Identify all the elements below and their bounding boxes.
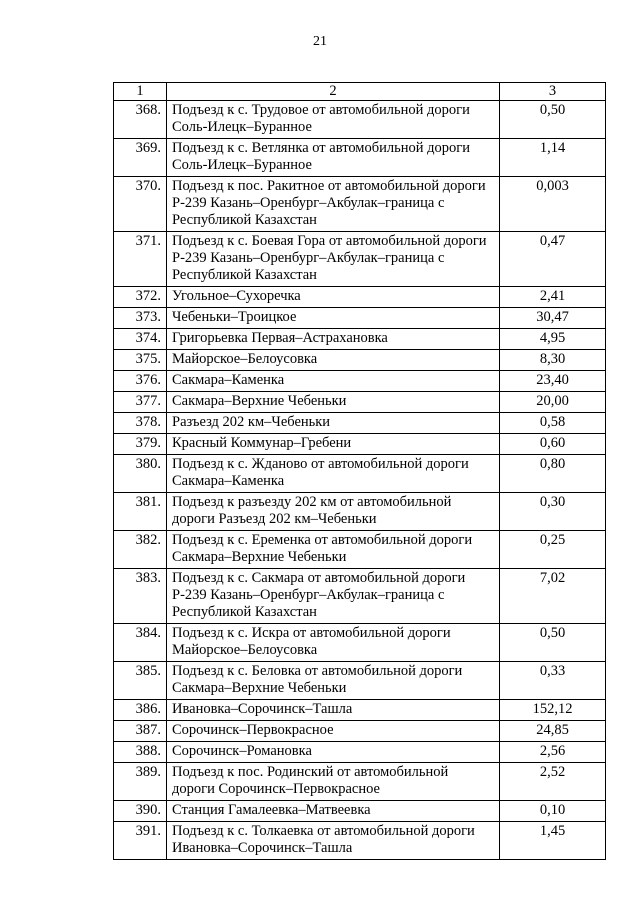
road-length: 1,14 [500, 139, 606, 177]
header-col-2: 2 [167, 83, 500, 101]
road-length: 0,33 [500, 662, 606, 700]
row-number: 368. [114, 101, 167, 139]
road-name: Чебеньки–Троицкое [167, 308, 500, 329]
row-number: 391. [114, 822, 167, 860]
road-name: Подъезд к с. Трудовое от автомобильной дороги Соль-Илецк–Буранное [167, 101, 500, 139]
table-row [114, 742, 606, 763]
road-name: Подъезд к с. Искра от автомобильной дороги Майорское–Белоусовка [167, 624, 500, 662]
table-row [114, 177, 606, 232]
road-name: Сакмара–Верхние Чебеньки [167, 392, 500, 413]
row-number: 381. [114, 493, 167, 531]
row-number: 373. [114, 308, 167, 329]
road-name: Подъезд к с. Беловка от автомобильной дороги Сакмара–Верхние Чебеньки [167, 662, 500, 700]
road-length: 30,47 [500, 308, 606, 329]
table-row [114, 721, 606, 742]
row-number: 374. [114, 329, 167, 350]
table-row [114, 624, 606, 662]
row-number: 386. [114, 700, 167, 721]
road-name: Подъезд к с. Еременка от автомобильной дороги Сакмара–Верхние Чебеньки [167, 531, 500, 569]
table-row [114, 287, 606, 308]
road-length: 0,80 [500, 455, 606, 493]
road-length: 20,00 [500, 392, 606, 413]
road-length: 7,02 [500, 569, 606, 624]
table-row [114, 493, 606, 531]
road-name: Подъезд к с. Боевая Гора от автомобильной дороги Р-239 Казань–Оренбург–Акбулак–граница с Республикой Казахстан [167, 232, 500, 287]
road-name: Подъезд к с. Сакмара от автомобильной дороги Р-239 Казань–Оренбург–Акбулак–граница с Республикой Казахстан [167, 569, 500, 624]
road-length: 0,47 [500, 232, 606, 287]
table-row [114, 101, 606, 139]
table-header-row [114, 83, 606, 101]
table-row [114, 700, 606, 721]
header-col-1: 1 [114, 83, 167, 101]
road-length: 0,25 [500, 531, 606, 569]
row-number: 382. [114, 531, 167, 569]
row-number: 372. [114, 287, 167, 308]
table-row [114, 371, 606, 392]
road-length: 2,52 [500, 763, 606, 801]
road-length: 0,003 [500, 177, 606, 232]
road-name: Григорьевка Первая–Астрахановка [167, 329, 500, 350]
road-name: Подъезд к с. Жданово от автомобильной дороги Сакмара–Каменка [167, 455, 500, 493]
table-row [114, 329, 606, 350]
row-number: 371. [114, 232, 167, 287]
table-row [114, 569, 606, 624]
road-length: 2,56 [500, 742, 606, 763]
road-name: Майорское–Белоусовка [167, 350, 500, 371]
row-number: 389. [114, 763, 167, 801]
road-length: 4,95 [500, 329, 606, 350]
road-name: Сакмара–Каменка [167, 371, 500, 392]
row-number: 375. [114, 350, 167, 371]
road-name: Ивановка–Сорочинск–Ташла [167, 700, 500, 721]
road-length: 23,40 [500, 371, 606, 392]
table-row [114, 392, 606, 413]
road-name: Сорочинск–Романовка [167, 742, 500, 763]
road-length: 152,12 [500, 700, 606, 721]
roads-table-body [114, 83, 606, 860]
header-col-3: 3 [500, 83, 606, 101]
row-number: 390. [114, 801, 167, 822]
table-row [114, 455, 606, 493]
row-number: 388. [114, 742, 167, 763]
road-length: 0,58 [500, 413, 606, 434]
table-row [114, 139, 606, 177]
row-number: 369. [114, 139, 167, 177]
row-number: 376. [114, 371, 167, 392]
road-length: 0,60 [500, 434, 606, 455]
road-length: 8,30 [500, 350, 606, 371]
table-row [114, 350, 606, 371]
table-row [114, 763, 606, 801]
road-length: 0,50 [500, 101, 606, 139]
road-name: Подъезд к пос. Ракитное от автомобильной дороги Р-239 Казань–Оренбург–Акбулак–граница с Республикой Казахстан [167, 177, 500, 232]
row-number: 370. [114, 177, 167, 232]
row-number: 380. [114, 455, 167, 493]
road-name: Станция Гамалеевка–Матвеевка [167, 801, 500, 822]
road-length: 0,50 [500, 624, 606, 662]
row-number: 379. [114, 434, 167, 455]
road-name: Подъезд к с. Ветлянка от автомобильной дороги Соль-Илецк–Буранное [167, 139, 500, 177]
row-number: 385. [114, 662, 167, 700]
table-row [114, 308, 606, 329]
table-row [114, 531, 606, 569]
road-length: 2,41 [500, 287, 606, 308]
table-row [114, 801, 606, 822]
road-name: Подъезд к разъезду 202 км от автомобильной дороги Разъезд 202 км–Чебеньки [167, 493, 500, 531]
road-name: Подъезд к с. Толкаевка от автомобильной дороги Ивановка–Сорочинск–Ташла [167, 822, 500, 860]
row-number: 383. [114, 569, 167, 624]
road-length: 0,30 [500, 493, 606, 531]
road-name: Красный Коммунар–Гребени [167, 434, 500, 455]
road-length: 0,10 [500, 801, 606, 822]
row-number: 387. [114, 721, 167, 742]
road-length: 24,85 [500, 721, 606, 742]
road-name: Подъезд к пос. Родинский от автомобильной дороги Сорочинск–Первокрасное [167, 763, 500, 801]
table-row [114, 662, 606, 700]
row-number: 378. [114, 413, 167, 434]
table-row [114, 232, 606, 287]
road-name: Сорочинск–Первокрасное [167, 721, 500, 742]
roads-table [113, 82, 606, 860]
page-number: 21 [313, 34, 327, 49]
row-number: 384. [114, 624, 167, 662]
table-row [114, 822, 606, 860]
table-row [114, 413, 606, 434]
road-name: Угольное–Сухоречка [167, 287, 500, 308]
table-row [114, 434, 606, 455]
road-name: Разъезд 202 км–Чебеньки [167, 413, 500, 434]
road-length: 1,45 [500, 822, 606, 860]
row-number: 377. [114, 392, 167, 413]
